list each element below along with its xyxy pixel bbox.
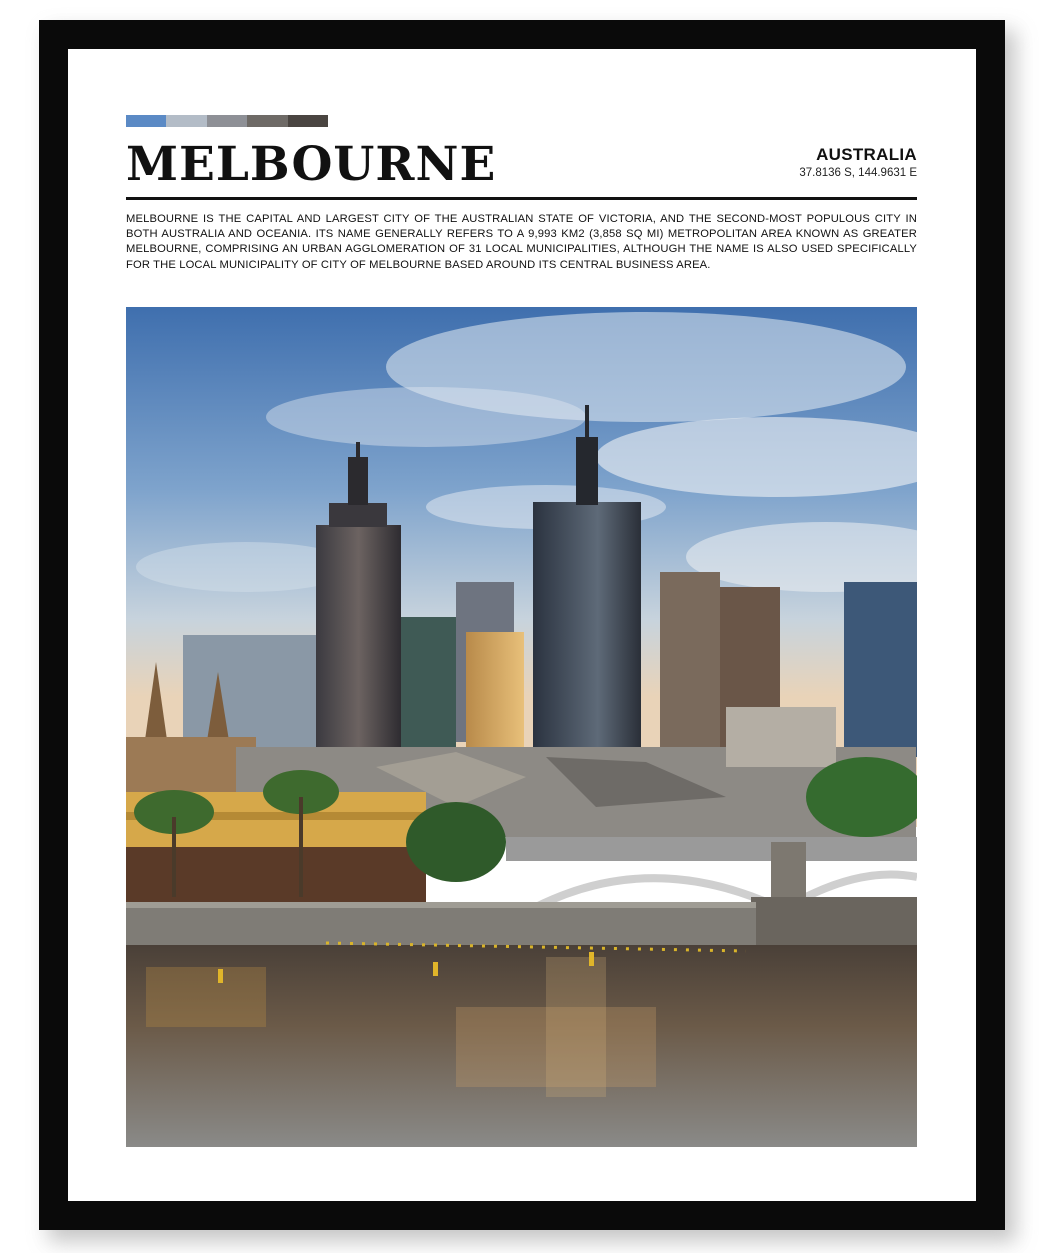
palette-swatch bbox=[207, 115, 247, 127]
city-title: MELBOURNE bbox=[126, 137, 497, 192]
color-palette bbox=[126, 115, 328, 127]
divider bbox=[126, 197, 917, 200]
coordinates-label: 37.8136 S, 144.9631 E bbox=[799, 167, 917, 179]
country-label: AUSTRALIA bbox=[816, 145, 917, 164]
palette-swatch bbox=[247, 115, 287, 127]
melbourne-skyline-photo bbox=[126, 307, 917, 1147]
city-description: MELBOURNE IS THE CAPITAL AND LARGEST CITY OF THE AUSTRALIAN STATE OF VICTORIA, AND THE SECOND-MOST POPULOUS CITY IN BOTH AUSTRALIA AND OCEANIA. ITS NAME GENERALLY REFERS TO A 9,993 KM2 (3,858 SQ MI) METROPOLITAN AREA KNOWN AS GREATER MELBOURNE, COMPRISING AN URBAN AGGLOMERATION OF 31 LOCAL MUNICIPALITIES, ALTHOUGH THE NAME IS ALSO USED SPECIFICALLY FOR THE LOCAL MUNICIPALITY OF CITY OF MELBOURNE BASED AROUND ITS CENTRAL BUSINESS AREA. bbox=[126, 213, 917, 271]
palette-swatch bbox=[126, 115, 166, 127]
palette-swatch bbox=[288, 115, 328, 127]
palette-swatch bbox=[166, 115, 206, 127]
